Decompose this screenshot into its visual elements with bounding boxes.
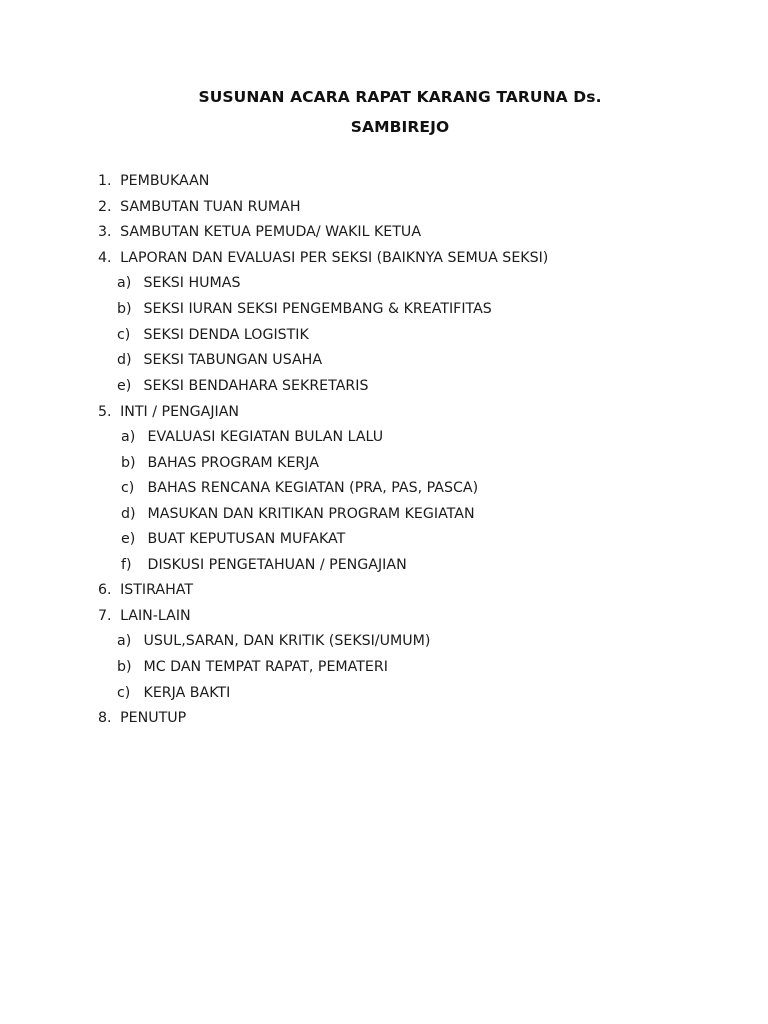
subitem-marker: d) [117,352,132,368]
item-label: ISTIRAHAT [120,582,194,598]
agenda-subitem-4b [117,300,492,318]
item-label: LAPORAN DAN EVALUASI PER SEKSI (BAIKNYA SEMUA SEKSI) [120,250,549,266]
subitem-label: SEKSI DENDA LOGISTIK [143,327,309,343]
subitem-label: MC DAN TEMPAT RAPAT, PEMATERI [143,659,388,675]
subitem-marker: d) [121,506,136,522]
subitem-marker: c) [117,685,131,701]
agenda-subitem-7b [117,658,388,676]
subitem-label: BUAT KEPUTUSAN MUFAKAT [147,531,346,547]
agenda-item-6 [98,581,193,599]
subitem-label: KERJA BAKTI [143,685,231,701]
subitem-marker: a) [121,429,136,445]
item-number: 3. [98,224,112,240]
subitem-label: MASUKAN DAN KRITIKAN PROGRAM KEGIATAN [147,506,475,522]
agenda-item-7 [98,607,191,625]
item-label: INTI / PENGAJIAN [120,404,240,420]
agenda-subitem-4a [117,274,241,292]
agenda-item-8 [98,709,186,727]
agenda-item-1 [98,172,209,190]
subitem-marker: c) [117,327,131,343]
item-number: 4. [98,250,112,266]
subitem-marker: c) [121,480,135,496]
subitem-label: BAHAS RENCANA KEGIATAN (PRA, PAS, PASCA) [147,480,479,496]
item-number: 2. [98,199,112,215]
agenda-item-5 [98,403,239,421]
subitem-label: SEKSI BENDAHARA SEKRETARIS [143,378,369,394]
item-label: SAMBUTAN KETUA PEMUDA/ WAKIL KETUA [120,224,422,240]
agenda-item-4 [98,249,548,267]
item-label: PENUTUP [120,710,187,726]
agenda-subitem-5f [121,556,407,574]
agenda-subitem-5a [121,428,383,446]
document-title-line1: SUSUNAN ACARA RAPAT KARANG TARUNA Ds. [198,88,602,106]
item-label: SAMBUTAN TUAN RUMAH [120,199,301,215]
subitem-marker: b) [117,659,132,675]
item-number: 1. [98,173,112,189]
item-number: 8. [98,710,112,726]
agenda-subitem-7a [117,632,430,650]
agenda-subitem-5b [121,454,319,472]
subitem-marker: e) [121,531,136,547]
agenda-subitem-4c [117,326,309,344]
subitem-label: BAHAS PROGRAM KERJA [147,455,319,471]
subitem-label: SEKSI HUMAS [143,275,241,291]
subitem-label: EVALUASI KEGIATAN BULAN LALU [147,429,384,445]
document-title-line2: SAMBIREJO [350,118,450,136]
item-label: LAIN-LAIN [120,608,191,624]
subitem-marker: b) [121,455,136,471]
agenda-subitem-5c [121,479,478,497]
subitem-marker: a) [117,633,132,649]
item-number: 7. [98,608,112,624]
subitem-marker: b) [117,301,132,317]
subitem-marker: f) [121,557,132,573]
agenda-item-3 [98,223,421,241]
item-number: 6. [98,582,112,598]
item-label: PEMBUKAAN [120,173,210,189]
agenda-subitem-7c [117,684,230,702]
agenda-subitem-4d [117,351,322,369]
subitem-label: DISKUSI PENGETAHUAN / PENGAJIAN [147,557,407,573]
subitem-marker: a) [117,275,132,291]
subitem-label: SEKSI IURAN SEKSI PENGEMBANG & KREATIFITAS [143,301,492,317]
agenda-item-2 [98,198,301,216]
agenda-subitem-4e [117,377,368,395]
subitem-label: SEKSI TABUNGAN USAHA [143,352,323,368]
agenda-subitem-5e [121,530,345,548]
subitem-marker: e) [117,378,132,394]
subitem-label: USUL,SARAN, DAN KRITIK (SEKSI/UMUM) [143,633,431,649]
agenda-subitem-5d [121,505,475,523]
item-number: 5. [98,404,112,420]
